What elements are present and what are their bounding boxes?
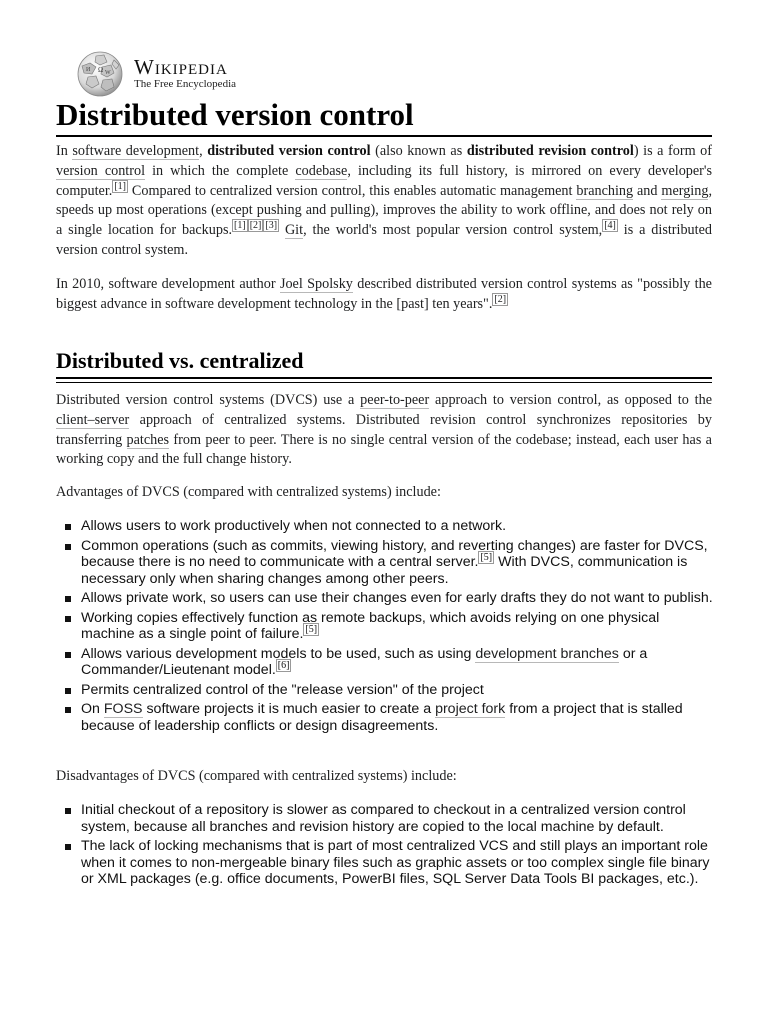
intro-paragraph-2: In 2010, software development author Joel Spolsky described distributed version control systems as "possibly the biggest advance in software development technology in the [past] ten years". [2]: [56, 276, 712, 312]
svg-text:W: W: [105, 70, 111, 76]
list-item: Allows various development models to be used, such as using development branches or a Commander/Lieutenant model. [6]: [56, 646, 716, 679]
citation-4[interactable]: [4]: [604, 220, 616, 232]
advantages-intro: Advantages of DVCS (compared with centralized systems) include:: [56, 484, 441, 500]
citation-6[interactable]: [6]: [277, 660, 290, 672]
citation-3[interactable]: [3]: [265, 220, 278, 232]
section-paragraph-1: Distributed version control systems (DVCS) use a peer-to-peer approach to version control, as opposed to the client–server approach of centralized systems. Distributed revision control synchronizes repositories by transferring patches from peer to peer. There is no single central version of the codebase; instead, each user has a working copy and the full change history.: [56, 392, 712, 468]
list-item: Allows users to work productively when not connected to a network.: [56, 518, 716, 535]
list-item: Working copies effectively function as remote backups, which avoids relying on one physical machine as a single point of failure. [5]: [56, 610, 716, 643]
list-item: Initial checkout of a repository is slower as compared to checkout in a centralized version control system, because all branches and revision history are copied to the local machine by default.: [56, 802, 716, 835]
tagline: The Free Encyclopedia: [134, 77, 237, 90]
advantages-list: [56, 518, 716, 737]
page-title: Distributed version control: [56, 96, 712, 137]
citation-2b[interactable]: [2]: [494, 294, 507, 306]
bold-term-dvc: distributed version control: [207, 143, 371, 159]
list-item: Common operations (such as commits, viewing history, and reverting changes) are faster for DVCS, because there is no need to communicate with a central server. [5] With DVCS, communication is necessary only when sharing changes among other peers.: [56, 538, 716, 588]
link-codebase[interactable]: codebase: [295, 162, 348, 179]
disadvantages-list: [56, 802, 716, 891]
wordmark: Wikipedia: [134, 54, 228, 79]
link-version-control[interactable]: version control: [56, 162, 146, 179]
link-peer-to-peer[interactable]: peer-to-peer: [360, 392, 430, 408]
link-client-server[interactable]: client–server: [56, 411, 130, 428]
citation-1b[interactable]: [1]: [234, 220, 246, 232]
list-item: Allows private work, so users can use their changes even for early drafts they do not want to publish.: [56, 590, 716, 607]
citation-1[interactable]: [1]: [114, 180, 127, 192]
disadvantages-intro: Disadvantages of DVCS (compared with centralized systems) include:: [56, 768, 457, 784]
svg-text:И: И: [86, 67, 91, 73]
link-merging[interactable]: merging: [661, 182, 709, 199]
list-item: On FOSS software projects it is much easier to create a project fork from a project that is stalled because of leadership conflicts or design disagreements.: [56, 701, 716, 734]
link-git[interactable]: Git: [284, 222, 304, 239]
link-foss[interactable]: FOSS: [103, 701, 143, 717]
citation-5b[interactable]: [5]: [305, 624, 318, 636]
link-development-branches[interactable]: development branches: [475, 645, 619, 662]
section-heading: Distributed vs. centralized: [56, 348, 712, 379]
wikipedia-globe-icon: [74, 50, 126, 98]
svg-text:Ω: Ω: [98, 66, 104, 74]
intro-paragraph-1: In software development, distributed version control (also known as distributed revision control) is a form of version control in which the complete codebase, including its full history, is mirrored on every developer's computer. [1] Compared to centralized version control, this enables automatic management branching and merging, speeds up most operations (except pushing and pulling), improves the ability to work offline, and does not rely on a single location for backups. [1] [2] [3] Git, the world's most popular version control system, [4] is a distributed version control system.: [56, 143, 712, 258]
citation-5[interactable]: [5]: [480, 552, 493, 564]
link-software-development[interactable]: software development: [72, 143, 200, 159]
link-branching[interactable]: branching: [576, 182, 634, 199]
list-item: The lack of locking mechanisms that is part of most centralized VCS and still plays an important role when it comes to non-mergeable binary files such as graphic assets or too complex single file binary or XML packages (e.g. office documents, PowerBI files, SQL Server Data Tools BI packages, etc.).: [56, 838, 716, 888]
link-project-fork[interactable]: project fork: [435, 701, 506, 717]
citation-2[interactable]: [2]: [249, 220, 262, 232]
list-item: Permits centralized control of the "release version" of the project: [56, 682, 716, 699]
wikipedia-logo[interactable]: [74, 50, 236, 98]
link-joel-spolsky[interactable]: Joel Spolsky: [279, 276, 353, 292]
link-patches[interactable]: patches: [126, 431, 170, 448]
bold-term-drc: distributed revision control: [466, 143, 634, 159]
